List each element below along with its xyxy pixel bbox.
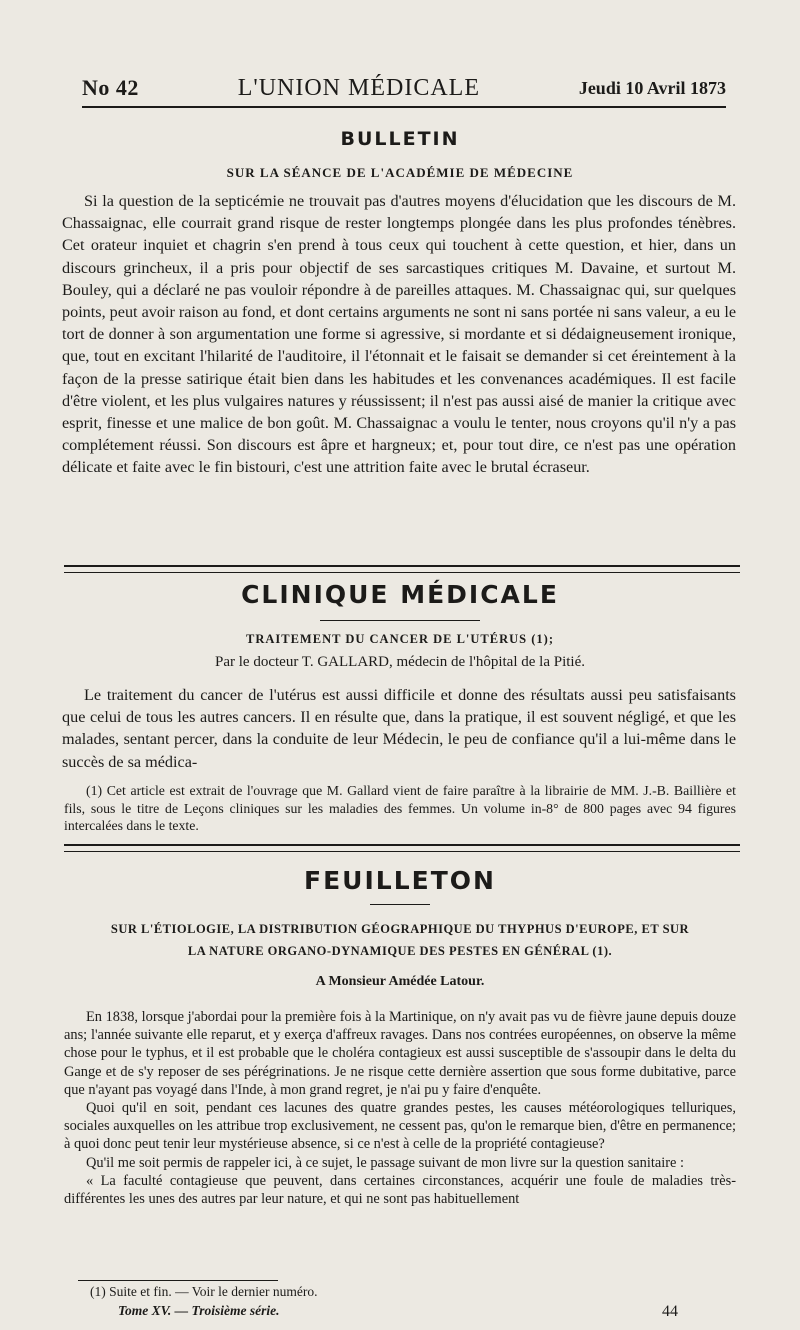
clinique-subtitle: TRAITEMENT DU CANCER DE L'UTÉRUS (1);: [246, 632, 554, 646]
bulletin-paragraph: Si la question de la septicémie ne trouvait pas d'autres moyens d'élucidation que les discours de M. Chassaignac, elle courrait grand risque de rester longtemps plongée dans les plus profondes ténèbres. Cet orateur inquiet et chagrin s'en prend à tous ceux qui touchent à cette question, et hier, dans un discours grincheux, il a pris pour objectif de ses sarcastiques critiques M. Davaine, et surtout M. Bouley, qui a déclaré ne pas vouloir répondre à de pareilles attaques. M. Chassaignac qui, sur quelques points, peut avoir raison au fond, et dont certains arguments ne sont ni sans portée ni sans valeur, a eu le tort de donner à son argumentation une forme si agressive, si mordante et si dédaigneusement ironique, que, tout en excitant l'hilarité de l'auditoire, il l'étonnait et le faisait se demander si cet éreintement à la façon de la presse satirique était bien dans les habitudes et les convenances académiques. Il est facile d'être violent, et les plus vulgaires natures y réussissent; il n'est pas aussi aisé de manier la critique avec esprit, finesse et une malice de bon goût. M. Chassaignac a voulu le tenter, nous croyons qu'il n'y a pas complétement réussi. Son discours est âpre et hargneux; et, pour tout dire, ce n'est pas une opération délicate et faite avec le fin bistouri, c'est une attrition faite avec le brutal écraseur.: [62, 192, 736, 477]
volume-info: Tome XV. — Troisième série.: [118, 1303, 280, 1318]
journal-title: L'UNION MÉDICALE: [237, 74, 480, 101]
issue-number: No 42: [82, 75, 139, 100]
clinique-paragraph: Le traitement du cancer de l'utérus est aussi difficile et donne des résultats aussi peu satisfaisants que celui de tous les autres cancers. Il en résulte que, dans la pratique, il est souvent négligé, et que les malades, sentant percer, dans la conduite de leur Médecin, le peu de confiance qu'il a lui-même dans le succès de sa médica-: [62, 686, 736, 771]
feuilleton-dedication: A Monsieur Amédée Latour.: [315, 974, 485, 989]
footnote-separator: [78, 1280, 278, 1281]
feuilleton-footnote: (1) Suite et fin. — Voir le dernier numéro.: [90, 1284, 318, 1299]
clinique-footnote-block: [64, 782, 736, 835]
clinique-author: Par le docteur T. GALLARD, médecin de l'hôpital de la Pitié.: [215, 654, 585, 670]
feuilleton-subtitle-line1: SUR L'ÉTIOLOGIE, LA DISTRIBUTION GÉOGRAPHIQUE DU THYPHUS D'EUROPE, ET SUR: [110, 922, 690, 936]
feuilleton-body: [64, 1008, 736, 1208]
bulletin-title: BULLETIN: [340, 128, 460, 150]
bulletin-subtitle: SUR LA SÉANCE DE L'ACADÉMIE DE MÉDECINE: [226, 165, 574, 180]
page-header: [82, 70, 726, 108]
title-underline: [320, 620, 480, 621]
feuilleton-title: FEUILLETON: [304, 866, 496, 895]
page-number: 44: [662, 1303, 678, 1320]
issue-date: Jeudi 10 Avril 1873: [578, 77, 726, 98]
feuilleton-paragraph: Quoi qu'il en soit, pendant ces lacunes des quatre grandes pestes, les causes météorologiques telluriques, sociales auxquelles on les attribue trop exclusivement, ne cessent pas, qu'on le remarque bien, d'être en permanence; à quoi donc peut tenir leur mystérieuse absence, si ce n'est à celle de la propriété contagieuse?: [64, 1100, 736, 1153]
clinique-body: [62, 684, 736, 773]
feuilleton-paragraph: « La faculté contagieuse que peuvent, dans certaines circonstances, acquérir une foule de maladies très-différentes les unes des autres par leur nature, et qui ne sont pas habituellement: [64, 1172, 736, 1208]
feuilleton-paragraph: En 1838, lorsque j'abordai pour la première fois à la Martinique, on n'y avait pas vu de fièvre jaune depuis douze ans; l'année suivante elle reparut, et y exerça d'affreux ravages. Dans nos contrées européennes, on observe la même chose pour le typhus, et il est probable que le choléra contagieux est aussi susceptible de s'assoupir dans le delta du Gange et de s'y reposer de ses pérégrinations. Je ne risque cette dernière assertion que sous forme dubitative, parce que n'ayant pas voyagé dans l'Inde, à mon grand regret, je n'ai pu y faire d'enquête.: [64, 1009, 736, 1098]
feuilleton-subtitle-line2: LA NATURE ORGANO-DYNAMIQUE DES PESTES EN GÉNÉRAL (1).: [187, 944, 613, 958]
feuilleton-paragraph: Qu'il me soit permis de rappeler ici, à ce sujet, le passage suivant de mon livre sur la question sanitaire :: [86, 1154, 685, 1171]
clinique-title: CLINIQUE MÉDICALE: [241, 580, 559, 609]
section-divider: [64, 844, 740, 852]
clinique-footnote: (1) Cet article est extrait de l'ouvrage que M. Gallard vient de faire paraître à la librairie de MM. J.-B. Baillière et fils, sous le titre de Leçons cliniques sur les maladies des femmes. Un volume in-8° de 800 pages avec 94 figures intercalées dans le texte.: [64, 783, 736, 833]
section-divider: [64, 565, 740, 573]
bulletin-body: [62, 190, 736, 479]
title-underline: [370, 904, 430, 905]
